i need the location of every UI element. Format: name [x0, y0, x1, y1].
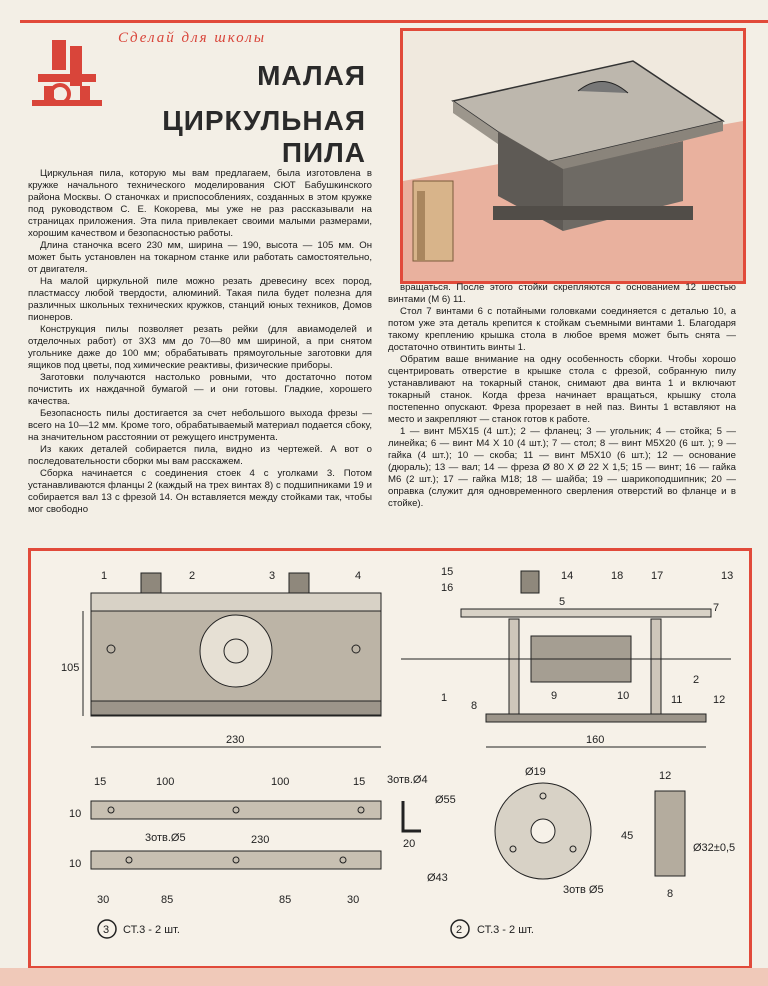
dim: Ø55 [435, 794, 456, 806]
callout: 16 [441, 582, 454, 594]
dim: 85 [161, 894, 174, 906]
dim: 230 [251, 834, 270, 846]
dim: 100 [156, 776, 175, 788]
callout: 5 [559, 596, 566, 608]
dim: 30 [347, 894, 360, 906]
dim: 30 [97, 894, 110, 906]
callout: 15 [441, 566, 454, 578]
paragraph: На малой циркульной пиле можно резать древесину всех пород, пластмассу любой твердости, алюминий. Такая пила будет полезна для различных школьных технических кружков, станций юных техников, Домов пионеров. [28, 276, 372, 323]
dim: 12 [659, 770, 672, 782]
callout: 17 [651, 570, 664, 582]
side-view [401, 570, 734, 747]
dim: 8 [667, 888, 674, 900]
dim: 85 [279, 894, 292, 906]
technical-drawing [28, 548, 752, 969]
paragraph: Циркульная пила, которую мы вам предлагаем, была изготовлена в кружке начального технического моделирования СЮТ Бабушкинского района Москвы. О станочках и приспособлениях, созданных в этом кружке под руководством С. Е. Кокорева, мы уже не раз рассказывали на страницах приложения. Эта пила привлекает своими малыми размерами, хорошим качеством и безопасностью работы. [28, 168, 372, 239]
dim: 20 [403, 838, 416, 850]
paragraph: Конструкция пилы позволяет резать рейки (для авиамоделей и отделочных работ) от 3Х3 мм до 70—80 мм шириной, а при снятом угольнике даже до 100 мм; обрабатывать прямоугольные заготовки для ящиков под цветы, под химические реактивы, физические приборы. [28, 324, 372, 371]
dim-height: 105 [61, 662, 80, 674]
dim: Ø32±0,5 [693, 842, 736, 854]
paragraph: Сборка начинается с соединения стоек 4 с уголками 3. Потом устанавливаются фланцы 2 (каждый на трех винтах 8) с подшипниками 19 и собирается вал 13 с фрезой 14. Он вставляется между стойками так, чтобы мог свободно [28, 468, 372, 515]
callout: 4 [355, 570, 362, 582]
callout: 2 [693, 674, 700, 686]
paragraph: вращаться. После этого стойки скрепляются с основанием 12 шестью винтами (М 6) 11. [388, 282, 736, 305]
paragraph: Стол 7 винтами 6 с потайными головками соединяется с деталью 10, а потом уже эта деталь крепится к стойкам съемными винтами 1. Благодаря такому креплению крышка стола в любое время может быть снята — достаточно отвинтить винты 1. [388, 306, 736, 353]
callout: 8 [471, 700, 478, 712]
dim: 10 [69, 858, 82, 870]
part-number: 3 [103, 924, 110, 936]
callout: 11 [671, 694, 683, 706]
dim: 10 [69, 808, 82, 820]
dim: 15 [353, 776, 366, 788]
saw-photo [400, 28, 746, 284]
callout: 13 [721, 570, 734, 582]
holes-note: 3отв.Ø5 [145, 832, 186, 844]
dim-width: 230 [226, 734, 245, 746]
article-title-line2: ЦИРКУЛЬНАЯ ПИЛА [162, 105, 366, 168]
paragraph: Заготовки получаются настолько ровными, что достаточно потом почистить их наждачной бумагой — и они готовы. Гладкие, хорошего качества. [28, 372, 372, 407]
paragraph: Безопасность пилы достигается за счет небольшого выхода фрезы — всего на 10—12 мм. Кроме того, обрабатываемый материал подается сбоку, на значительном расстоянии от режущего инструмента. [28, 408, 372, 443]
bottom-strip [0, 968, 768, 986]
article-title-line1: МАЛАЯ [257, 60, 366, 91]
callout: 10 [617, 690, 630, 702]
article-body-left [28, 168, 372, 516]
holes-note: 3отв Ø5 [563, 884, 604, 896]
parts-list: 1 — винт М5Х15 (4 шт.); 2 — фланец; 3 — угольник; 4 — стойка; 5 — линейка; 6 — винт М4 Х 10 (4 шт.); 7 — стол; 8 — винт М5Х20 (6 шт. ); 9 — гайка (4 шт.); 10 — скоба; 11 — винт М5Х10 (6 шт.); 12 — основание (дюраль); 13 — вал; 14 — фреза Ø 80 Х Ø 22 Х 1,5; 15 — винт; 16 — гайка М6 (2 шт.); 17 — гайка М18; 18 — шайба; 19 — шарикоподшипник; 20 — оправка (служит для одновременного сверления отверстий во фланце и в стойке). [388, 426, 736, 509]
callout: 7 [713, 602, 720, 614]
callout: 1 [441, 692, 448, 704]
paragraph: Длина станочка всего 230 мм, ширина — 190, высота — 105 мм. Он может быть установлен на токарном станке или работать самостоятельно, от двигателя. [28, 240, 372, 275]
dim: Ø43 [427, 872, 448, 884]
callout: 3 [269, 570, 276, 582]
part-2-flange [495, 783, 685, 879]
holes-note: 3отв.Ø4 [387, 774, 428, 786]
part-caption: СТ.3 - 2 шт. [123, 924, 180, 936]
front-view [83, 573, 381, 747]
dim-width: 160 [586, 734, 605, 746]
paragraph: Из каких деталей собирается пила, видно из чертежей. А вот о последовательности сборки мы вам расскажем. [28, 444, 372, 467]
paragraph: Обратим ваше внимание на одну особенность сборки. Чтобы хорошо сцентрировать отверстие в крышке стола с фрезой, собранную пилу устанавливают на токарный станок, снимают два винта 1 и включают токарный станок. Когда фреза начинает вращаться, крышку стола постепенно опускают. Фреза прорезает в ней паз. Винты 1 вставляют на место и закрепляют — станок готов к работе. [388, 354, 736, 425]
callout: 18 [611, 570, 624, 582]
callout: 14 [561, 570, 574, 582]
dim: 15 [94, 776, 107, 788]
callout: 9 [551, 690, 558, 702]
callout: 12 [713, 694, 726, 706]
part-number: 2 [456, 924, 463, 936]
school-tools-logo [30, 36, 108, 110]
callout: 2 [189, 570, 196, 582]
dim: Ø19 [525, 766, 546, 778]
dim: 45 [621, 830, 634, 842]
callout: 1 [101, 570, 108, 582]
dim: 100 [271, 776, 290, 788]
article-body-right [388, 282, 736, 510]
section-heading: Сделай для школы [118, 30, 266, 46]
part-caption: СТ.3 - 2 шт. [477, 924, 534, 936]
